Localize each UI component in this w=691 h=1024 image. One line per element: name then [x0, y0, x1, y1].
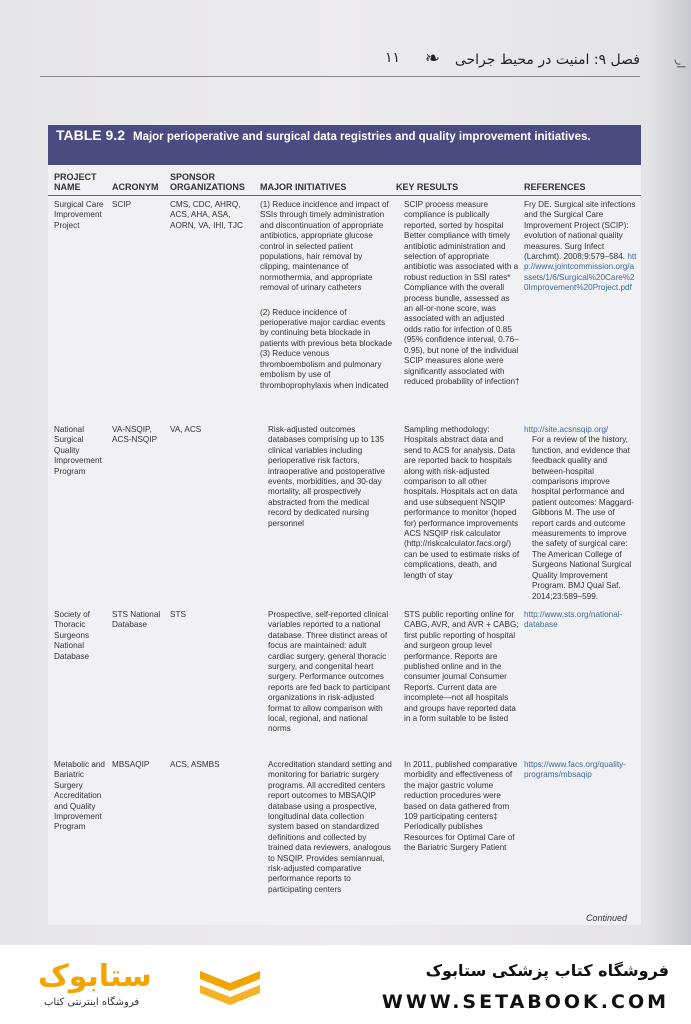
table-row — [48, 760, 641, 930]
column-header: SPONSOR ORGANIZATIONS — [170, 172, 245, 192]
column-header: MAJOR INITIATIVES — [260, 182, 347, 192]
acronym: VA-NSQIP, ACS-NSQIP — [112, 425, 158, 445]
logo-subtitle: فروشگاه اینترنتی کتاب — [44, 997, 140, 1008]
result-item: Periodically publishes Resources for Optimal Care of the Bariatric Surgery Patient — [404, 822, 515, 853]
reference-link[interactable]: http://site.acsnsqip.org/ — [524, 425, 609, 434]
project-name: National Surgical Quality Improvement Program — [54, 425, 102, 476]
table-row — [48, 196, 641, 425]
continued-label: Continued — [585, 913, 627, 923]
initiatives-cell — [260, 425, 396, 610]
initiative-item: Accreditation standard setting and monitoring for bariatric surgery programs. All accredited centers report outcomes to MBSAQIP database using a prospective, longitudinal data collection system based on standardized definitions and collected by trained data reviewers, analogous to NSQIP. Provides semiannual, risk-adjusted comparative performance reports to participating centers — [268, 760, 392, 894]
sponsors: STS — [170, 610, 186, 619]
chapter-title: فصل ۹: امنیت در محیط جراحی — [454, 52, 640, 68]
reference-text: For a review of the history, function, and evidence that feedback quality and between-hospital comparisons improve hospital performance and patient outcomes: Maggard-Gibbons M. The use of report cards and outcome measurements to improve the safety of surgical care: The American College of Surgeons National Surgical Quality Improvement Program. BMJ Qual Saf. 2014;23:589–599. — [532, 435, 634, 601]
initiatives-cell — [260, 760, 396, 930]
initiative-item: (3) Reduce venous thromboembolism and pulmonary embolism by use of thromboprophylaxis when indicated — [260, 349, 389, 390]
table-row — [48, 610, 641, 760]
store-name: فروشگاه کتاب پزشکی ستابوک — [425, 961, 669, 980]
book-stack-logo-icon — [195, 961, 265, 1009]
result-item: ACS NSQIP risk calculator (http://riskcalculator.facs.org/) can be used to estimate risks of complications, death, and length of stay — [404, 529, 520, 580]
column-header: ACRONYM — [112, 182, 159, 192]
acronym: STS National Database — [112, 610, 161, 630]
column-header: REFERENCES — [524, 182, 586, 192]
table-title-bar — [48, 125, 641, 165]
data-table — [48, 125, 641, 925]
acronym: SCIP — [112, 200, 132, 209]
references-cell — [524, 425, 641, 610]
project-name: Metabolic and Bariatric Surgery Accreditation and Quality Improvement Program — [54, 760, 105, 832]
ornament-icon: ❧ — [424, 48, 440, 68]
store-footer-banner — [0, 945, 691, 1024]
sponsors: CMS, CDC, AHRQ, ACS, AHA, ASA, AORN, VA, IHI, TJC — [170, 200, 243, 230]
project-name: Surgical Care Improvement Project — [54, 200, 104, 230]
column-header-row — [48, 165, 641, 196]
page-header — [40, 48, 640, 77]
initiative-item: (1) Reduce incidence and impact of SSIs through timely administration and discontinuation of appropriate antibiotics, appropriate glucose control in selected patient populations, hair removal by clipping, maintenance of normothermia, and appropriate removal of urinary catheters — [260, 200, 389, 293]
result-item: In 2011, published comparative morbidity and effectiveness of the major gastric volume reduction procedures were based on data gathered from 109 participating centers‡ — [404, 760, 518, 822]
project-name: Society of Thoracic Surgeons National Database — [54, 610, 90, 661]
reference-link[interactable]: https://www.facs.org/quality-programs/mbsaqip — [524, 760, 626, 780]
logo-wordmark: ستابوک — [38, 959, 152, 994]
book-spine-shadow — [647, 0, 691, 945]
results-cell — [396, 425, 524, 610]
result-item: Better compliance with timely antibiotic administration and selection of appropriate antibiotic was associated with a robust reduction in SSI rates* — [404, 231, 519, 282]
result-item: SCIP process measure compliance is publically reported, sorted by hospital — [404, 200, 504, 230]
reference-link[interactable]: http://www.sts.org/national-database — [524, 610, 623, 630]
sponsors: ACS, ASMBS — [170, 760, 220, 769]
table-title: Major perioperative and surgical data registries and quality improvement initiatives. — [132, 131, 591, 143]
initiative-item: Prospective, self-reported clinical variables reported to a national database. Three distinct areas of focus are maintained: adult cardiac surgery, general thoracic surgery, and congenital heart surgery. Performance outcomes reports are fed back to participant organizations in risk-adjusted format to allow comparison with local, regional, and national norms — [268, 610, 390, 734]
initiative-item: Risk-adjusted outcomes databases comprising up to 135 clinical variables including perioperative risk factors, intraoperative and postoperative events, morbidities, and 30-day mortality, all prospectively abstracted from the medical record by dedicated nursing personnel — [268, 425, 385, 528]
references-cell — [524, 610, 641, 760]
result-item: Compliance with the overall process bundle, assessed as an all-or-none score, was associated with an adjusted odds ratio for infection of 0.85 (95% confidence interval, 0.76–0.95), but none of the individual SCIP measures alone were significantly associated with reduced probability of infection† — [404, 283, 520, 386]
references-cell — [524, 200, 641, 425]
page-number: ۱۱ — [384, 50, 400, 66]
reference-text: Fry DE. Surgical site infections and the Surgical Care Improvement Project (SCIP): evolution of national quality measures. Surg Infect (Larchmt). 2008;9:579–584. — [524, 200, 636, 262]
reference-link[interactable]: http://www.jointcommission.org/assets/1/6/Surgical%20Care%20Improvement%20Project.pdf — [524, 252, 637, 293]
table-row — [48, 425, 641, 610]
sponsors: VA, ACS — [170, 425, 202, 434]
references-cell — [524, 760, 641, 930]
initiatives-cell — [260, 200, 396, 425]
initiative-item: (2) Reduce incidence of perioperative major cardiac events by continuing beta blockade in patients with previous beta blockade — [260, 307, 392, 348]
column-header: KEY RESULTS — [396, 182, 459, 192]
results-cell — [396, 610, 524, 760]
column-header: PROJECT NAME — [54, 172, 97, 192]
spine-text: ار — [674, 60, 686, 69]
initiatives-cell — [260, 610, 396, 760]
results-cell — [396, 200, 524, 425]
store-url[interactable]: WWW.SETABOOK.COM — [381, 991, 669, 1013]
table-label: TABLE 9.2 — [56, 127, 125, 143]
result-item: STS public reporting online for CABG, AVR, and AVR + CABG; first public reporting of hospital and surgeon group level performance. Reports are published online and in the consumer journal Consumer Reports. Current data are incomplete—not all hospitals and groups have reported data in a form suitable to be listed — [404, 610, 519, 724]
acronym: MBSAQIP — [112, 760, 150, 769]
results-cell — [396, 760, 524, 930]
result-item: Sampling methodology: Hospitals abstract data and send to ACS for analysis. Data are reported back to hospitals along with risk-adjusted comparison to all other hospitals. Hospitals act on data and use subsequent NSQIP performance to monitor (hoped for) performance improvements — [404, 425, 519, 528]
